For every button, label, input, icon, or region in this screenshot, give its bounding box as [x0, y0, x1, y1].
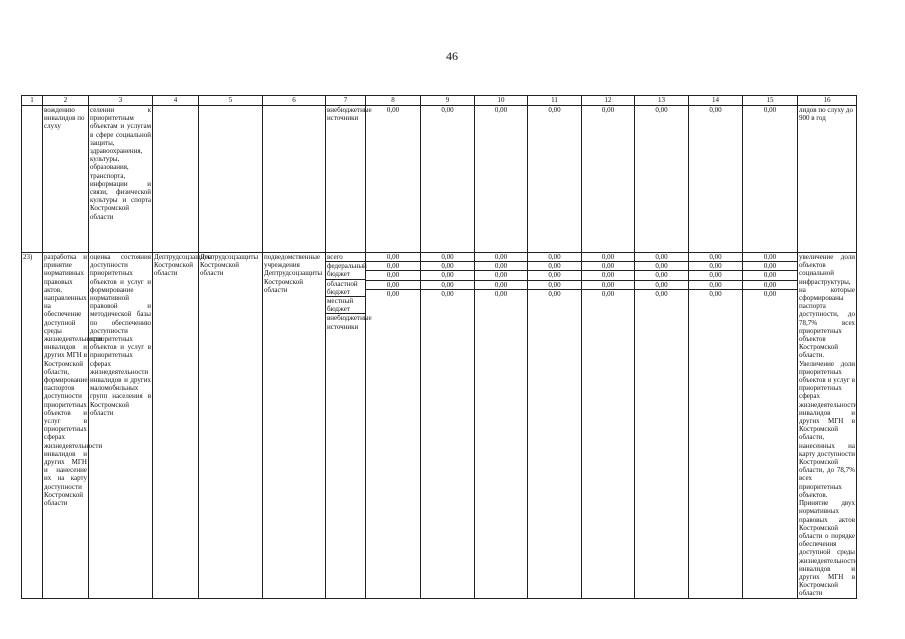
- header-cell: 16: [798, 96, 857, 106]
- value-cell: 0,00: [548, 289, 561, 298]
- value-cell: 0,00: [582, 253, 634, 262]
- value-cell: 0,00: [635, 106, 689, 253]
- value-cell: 0,00: [386, 289, 400, 298]
- value-cell: 0,00: [494, 289, 508, 298]
- funding-source: местный бюджет: [326, 297, 365, 314]
- value-cell: 0,00: [421, 281, 474, 290]
- table-row: [22, 106, 857, 253]
- value-cell: 0,00: [441, 289, 454, 298]
- value-cell: 0,00: [743, 106, 798, 253]
- value-cell: 0,00: [366, 253, 420, 262]
- measure-name: вождению инвалидов по слуху: [43, 106, 89, 253]
- header-cell: 14: [689, 96, 743, 106]
- customer: Дептрудсоцзащиты Костромской области: [199, 253, 263, 599]
- value-cell: 0,00: [743, 253, 797, 262]
- header-cell: 4: [153, 96, 199, 106]
- header-cell: 9: [421, 96, 475, 106]
- value-column: [475, 253, 528, 599]
- header-cell: 5: [199, 96, 263, 106]
- value-cell: 0,00: [635, 271, 688, 280]
- value-cell: 0,00: [743, 262, 797, 271]
- value-cell: 0,00: [689, 262, 742, 271]
- value-cell: 0,00: [635, 253, 688, 262]
- value-cell: 0,00: [743, 271, 797, 280]
- value-column: [743, 253, 798, 599]
- value-column: [689, 253, 743, 599]
- funding-source: внебюджетные источники: [327, 314, 372, 331]
- value-cell: 0,00: [528, 253, 581, 262]
- header-cell: 13: [635, 96, 689, 106]
- measure-description: оценка состояния доступности приоритетных объектов и услуг и формирование нормативной правовой и методической базы по обеспечению доступности приоритетных объектов и услуг в приоритетных сферах жизнедеятельности инвалидов и других маломобильных групп населения в Костромской области: [89, 253, 153, 599]
- program-table: [21, 95, 857, 599]
- value-cell: 0,00: [421, 106, 475, 253]
- header-cell: 2: [43, 96, 89, 106]
- value-cell: 0,00: [743, 281, 797, 290]
- value-cell: 0,00: [366, 106, 421, 253]
- value-cell: 0,00: [689, 271, 742, 280]
- value-cell: 0,00: [528, 106, 582, 253]
- customer: [199, 106, 263, 253]
- value-cell: 0,00: [475, 106, 528, 253]
- header-cell: 8: [366, 96, 421, 106]
- value-cell: 0,00: [475, 281, 527, 290]
- header-cell: 7: [326, 96, 366, 106]
- value-column: [635, 253, 689, 599]
- value-cell: 0,00: [601, 289, 615, 298]
- value-cell: 0,00: [475, 253, 527, 262]
- value-cell: 0,00: [528, 281, 581, 290]
- value-cell: 0,00: [475, 262, 527, 271]
- funding-source: областной бюджет: [326, 280, 365, 297]
- value-cell: 0,00: [582, 106, 635, 253]
- value-cell: 0,00: [421, 262, 474, 271]
- page-number: 46: [446, 49, 458, 63]
- value-column: [366, 253, 421, 599]
- header-cell: 3: [89, 96, 153, 106]
- value-cell: 0,00: [366, 271, 420, 280]
- value-cell: 0,00: [421, 271, 474, 280]
- table-row: [22, 253, 857, 599]
- value-cell: 0,00: [635, 262, 688, 271]
- value-column: [421, 253, 475, 599]
- measure-name: разработка и принятие нормативных правовых актов, направленных на обеспечение доступной среды жизнедеятельности инвалидов и других МГН в Костромской области, формирование паспортов доступности приоритетных объектов и услуг в приоритетных сферах жизнедеятельности инвалидов и других МГН и нанесение их на карту доступности Костромской области: [43, 253, 89, 599]
- value-cell: 0,00: [655, 289, 668, 298]
- funding-source: внебюджетные источники: [326, 106, 366, 253]
- responsible-executor: Дептрудсоцзащиты Костромской области: [153, 253, 199, 599]
- value-cell: 0,00: [366, 262, 420, 271]
- value-cell: 0,00: [528, 271, 581, 280]
- header-cell: 6: [263, 96, 326, 106]
- value-cell: 0,00: [475, 271, 527, 280]
- header-row: [22, 96, 857, 106]
- funding-source: федеральный бюджет: [327, 262, 367, 279]
- header-cell: 1: [22, 96, 43, 106]
- expected-result: лидов по слуху до 900 в год: [798, 106, 857, 253]
- value-cell: 0,00: [709, 289, 722, 298]
- value-cell: 0,00: [689, 253, 742, 262]
- value-cell: 0,00: [421, 253, 474, 262]
- value-cell: 0,00: [582, 281, 634, 290]
- performer: подведомственные учреждения Дептрудсоцзащиты Костромской области: [263, 253, 326, 599]
- row-number: 23): [22, 253, 43, 599]
- performer: [263, 106, 326, 253]
- value-cell: 0,00: [689, 281, 742, 290]
- header-cell: 10: [475, 96, 528, 106]
- funding-source: всего: [326, 253, 365, 262]
- value-cell: 0,00: [366, 281, 420, 290]
- expected-result: увеличение доли объектов социальной инфраструктуры, на которые сформированы паспорта доступности, до 78,7% всех приоритетных объектов Костромской области. Увеличение доли приоритетных объектов и услуг в приоритетных сферах жизнедеятельности инвалидов и других МГН в Костромской области, нанесенных на карту доступности Костромской области, до 78,7% всех приоритетных объектов. Принятие двух нормативных правовых актов Костромской области о порядке обеспечения доступной среды жизнедеятельности инвалидов и других МГН в Костромской области: [799, 253, 858, 598]
- funding-sources: [326, 253, 372, 599]
- value-cell: 0,00: [635, 281, 688, 290]
- responsible-executor: [153, 106, 199, 253]
- header-cell: 12: [582, 96, 635, 106]
- measure-description: селении к приоритетным объектам и услугам в сфере социальной защиты, здравоохранения, культуры, образования, транспорта, информации и связи, физической культуры и спорта Костромской области: [89, 106, 153, 253]
- value-column: [582, 253, 635, 599]
- value-column: [528, 253, 582, 599]
- value-cell: 0,00: [763, 289, 777, 298]
- row-number: [22, 106, 43, 253]
- value-cell: 0,00: [689, 106, 743, 253]
- value-cell: 0,00: [528, 262, 581, 271]
- value-cell: 0,00: [582, 262, 634, 271]
- value-cell: 0,00: [582, 271, 634, 280]
- header-cell: 15: [743, 96, 798, 106]
- header-cell: 11: [528, 96, 582, 106]
